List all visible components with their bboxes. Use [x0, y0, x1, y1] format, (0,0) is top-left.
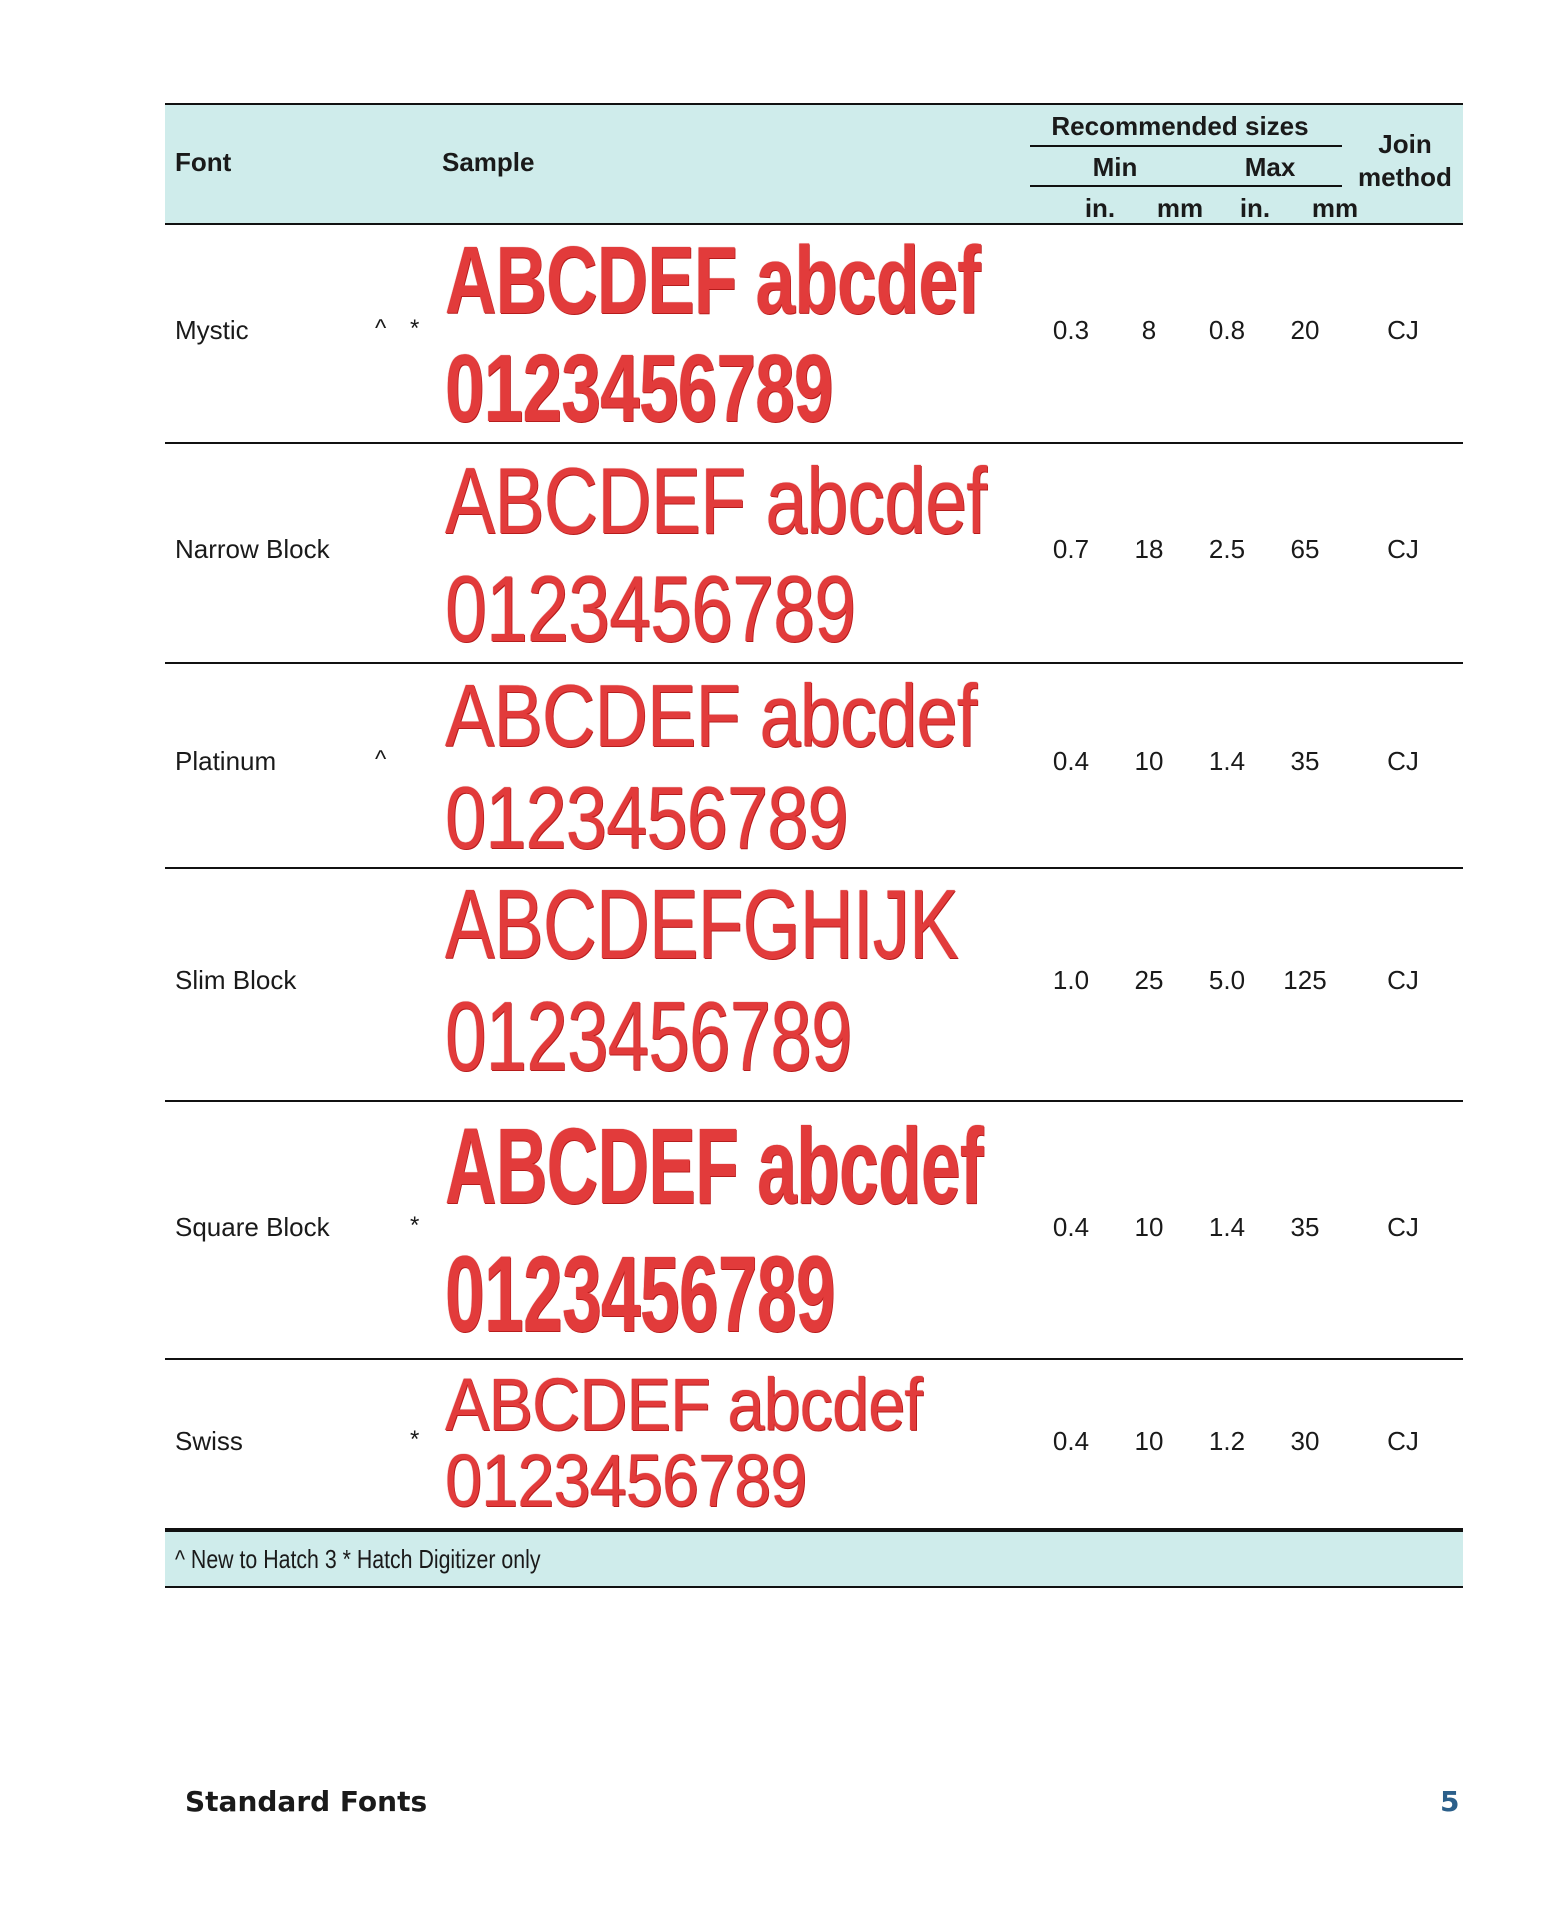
table-row [165, 869, 1463, 1102]
min-mm: 8 [1141, 315, 1157, 345]
sample-digits: 0123456789 [445, 335, 833, 442]
header-max-mm: mm [1311, 193, 1359, 223]
header-divider-recommended [1030, 145, 1342, 147]
table-row [165, 1102, 1463, 1360]
font-sample [445, 227, 981, 442]
min-in: 0.4 [1052, 746, 1090, 776]
font-name: Narrow Block [175, 534, 330, 564]
min-mm: 10 [1134, 1212, 1164, 1242]
header-max-in: in. [1239, 193, 1271, 223]
sample-letters: ABCDEF abcdef [445, 666, 977, 765]
min-in: 0.3 [1052, 315, 1090, 345]
sample-letters: ABCDEFGHIJK [445, 869, 959, 979]
max-in: 1.2 [1208, 1426, 1246, 1456]
header-join: Join [1378, 129, 1432, 159]
font-sample [445, 448, 987, 661]
header-recommended-sizes: Recommended sizes [1051, 111, 1309, 141]
sample-digits: 0123456789 [445, 556, 856, 661]
font-name: Square Block [175, 1212, 330, 1242]
table-row [165, 664, 1463, 869]
max-mm: 125 [1283, 965, 1327, 995]
join-method: CJ [1387, 1426, 1419, 1456]
max-in: 1.4 [1208, 1212, 1246, 1242]
sample-letters: ABCDEF abcdef [445, 1105, 983, 1226]
header-min-mm: mm [1156, 193, 1204, 223]
sample-digits: 0123456789 [445, 981, 852, 1091]
sample-letters: ABCDEF abcdef [445, 227, 981, 334]
min-in: 1.0 [1052, 965, 1090, 995]
sample-letters: ABCDEF abcdef [445, 448, 987, 553]
sample-digits: 0123456789 [445, 1439, 807, 1522]
table-footnote [165, 1530, 1463, 1588]
min-mm: 18 [1134, 534, 1164, 564]
join-method: CJ [1387, 534, 1419, 564]
font-name: Slim Block [175, 965, 297, 995]
font-sample [445, 1105, 983, 1354]
font-name: Mystic [175, 315, 249, 345]
new-marker: ^ [375, 746, 387, 773]
sample-digits: 0123456789 [445, 768, 848, 867]
font-sample [445, 869, 959, 1091]
header-min: Min [1092, 152, 1138, 182]
footnote-text: ^ New to Hatch 3 * Hatch Digitizer only [175, 1544, 541, 1574]
max-mm: 65 [1290, 534, 1320, 564]
header-font: Font [175, 147, 232, 177]
sample-digits: 0123456789 [445, 1233, 835, 1354]
max-in: 5.0 [1208, 965, 1246, 995]
min-in: 0.4 [1052, 1212, 1090, 1242]
join-method: CJ [1387, 746, 1419, 776]
join-method: CJ [1387, 315, 1419, 345]
digitizer-marker: * [410, 315, 420, 342]
page-footer-title: Standard Fonts [185, 1785, 428, 1818]
page-number: 5 [1440, 1785, 1460, 1818]
min-mm: 10 [1134, 1426, 1164, 1456]
header-max: Max [1244, 152, 1296, 182]
table-row [165, 225, 1463, 444]
table-row [165, 444, 1463, 664]
header-divider-minmax [1030, 185, 1342, 187]
max-in: 0.8 [1208, 315, 1246, 345]
new-marker: ^ [375, 315, 387, 342]
max-mm: 35 [1290, 1212, 1320, 1242]
font-name: Swiss [175, 1426, 243, 1456]
header-sample: Sample [442, 147, 535, 177]
digitizer-marker: * [410, 1426, 420, 1453]
font-name: Platinum [175, 746, 277, 776]
sample-letters: ABCDEF abcdef [445, 1363, 922, 1446]
max-in: 1.4 [1208, 746, 1246, 776]
join-method: CJ [1387, 1212, 1419, 1242]
max-mm: 35 [1290, 746, 1320, 776]
max-mm: 20 [1290, 315, 1320, 345]
min-mm: 25 [1134, 965, 1164, 995]
font-sample [445, 1363, 922, 1522]
header-min-in: in. [1084, 193, 1116, 223]
max-mm: 30 [1290, 1426, 1320, 1456]
join-method: CJ [1387, 965, 1419, 995]
table-header [165, 103, 1463, 225]
min-mm: 10 [1134, 746, 1164, 776]
min-in: 0.4 [1052, 1426, 1090, 1456]
table-row [165, 1360, 1463, 1530]
min-in: 0.7 [1052, 534, 1090, 564]
header-method: method [1358, 162, 1452, 192]
font-sample [445, 666, 977, 867]
digitizer-marker: * [410, 1212, 420, 1239]
max-in: 2.5 [1208, 534, 1246, 564]
